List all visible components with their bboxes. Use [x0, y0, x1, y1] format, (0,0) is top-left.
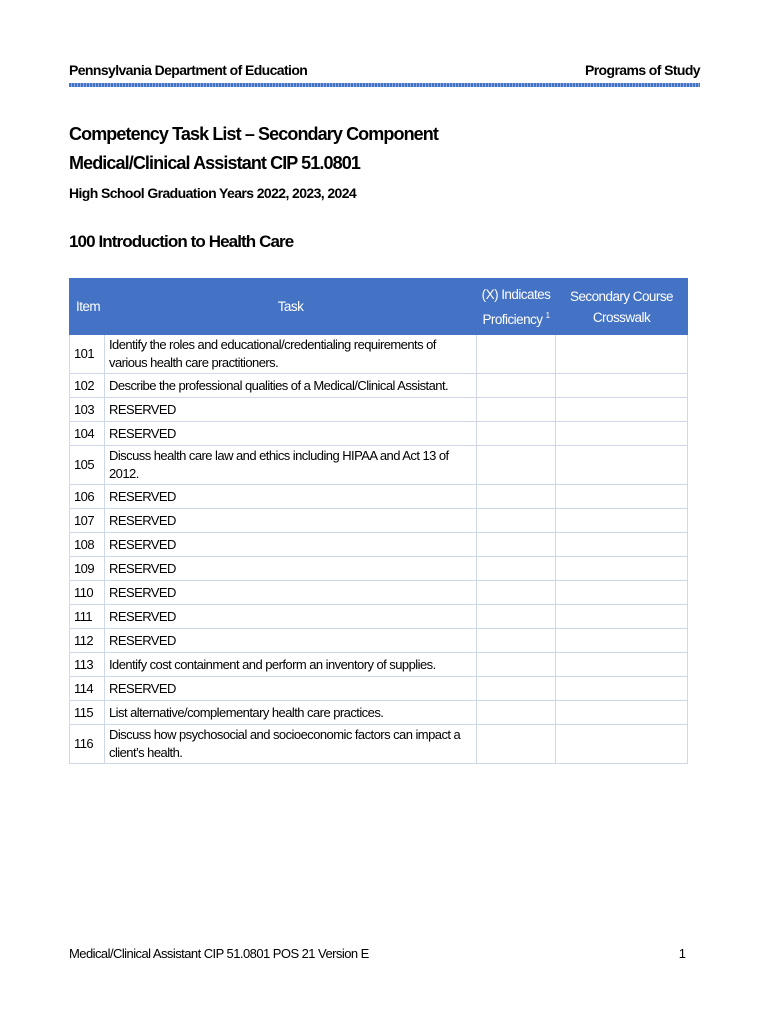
proficiency-cell: [477, 533, 556, 557]
table-row: [70, 533, 688, 557]
crosswalk-cell: [556, 335, 688, 374]
task-table-body: [70, 335, 688, 764]
table-row: [70, 677, 688, 701]
task-description: RESERVED: [105, 533, 477, 557]
proficiency-cell: [477, 629, 556, 653]
item-number: 108: [70, 533, 105, 557]
table-row: [70, 629, 688, 653]
crosswalk-cell: [556, 653, 688, 677]
item-number: 113: [70, 653, 105, 677]
footer-doc-id: Medical/Clinical Assistant CIP 51.0801 POS 21 Version E: [69, 946, 369, 961]
task-table: [69, 278, 688, 764]
task-description: Identify cost containment and perform an inventory of supplies.: [105, 653, 477, 677]
crosswalk-cell: [556, 677, 688, 701]
page-title: Competency Task List – Secondary Component: [69, 124, 438, 144]
table-row: [70, 446, 688, 485]
item-number: 115: [70, 701, 105, 725]
header-doc-type: Programs of Study: [584, 62, 700, 78]
header-task: Task: [105, 279, 477, 335]
header-proficiency: [477, 279, 556, 335]
crosswalk-cell: [556, 629, 688, 653]
proficiency-cell: [477, 446, 556, 485]
item-number: 109: [70, 557, 105, 581]
table-row: [70, 485, 688, 509]
table-row: [70, 422, 688, 446]
table-row: [70, 509, 688, 533]
table-row: [70, 581, 688, 605]
proficiency-cell: [477, 374, 556, 398]
item-number: 102: [70, 374, 105, 398]
proficiency-cell: [477, 581, 556, 605]
footnote-marker: 1: [545, 310, 550, 320]
task-description: RESERVED: [105, 398, 477, 422]
task-description: RESERVED: [105, 677, 477, 701]
crosswalk-cell: [556, 701, 688, 725]
task-description: RESERVED: [105, 629, 477, 653]
task-description: Describe the professional qualities of a Medical/Clinical Assistant.: [105, 374, 477, 398]
proficiency-cell: [477, 557, 556, 581]
proficiency-cell: [477, 485, 556, 509]
item-number: 111: [70, 605, 105, 629]
crosswalk-cell: [556, 398, 688, 422]
header-crosswalk: Secondary Course Crosswalk: [556, 279, 688, 335]
crosswalk-cell: [556, 533, 688, 557]
header-proficiency-label: (X) Indicates Proficiency: [481, 286, 551, 327]
task-description: Discuss how psychosocial and socioeconomic factors can impact a client’s health.: [105, 725, 477, 764]
footer-page-number: 1: [678, 946, 686, 961]
proficiency-cell: [477, 677, 556, 701]
program-title: Medical/Clinical Assistant CIP 51.0801: [69, 153, 360, 173]
task-description: RESERVED: [105, 581, 477, 605]
item-number: 107: [70, 509, 105, 533]
crosswalk-cell: [556, 446, 688, 485]
task-description: RESERVED: [105, 605, 477, 629]
header-rule: [69, 83, 700, 87]
task-description: RESERVED: [105, 509, 477, 533]
crosswalk-cell: [556, 557, 688, 581]
task-description: RESERVED: [105, 422, 477, 446]
header-org: Pennsylvania Department of Education: [69, 62, 308, 78]
task-description: List alternative/complementary health care practices.: [105, 701, 477, 725]
table-row: [70, 398, 688, 422]
proficiency-cell: [477, 422, 556, 446]
table-row: [70, 557, 688, 581]
item-number: 110: [70, 581, 105, 605]
crosswalk-cell: [556, 422, 688, 446]
table-row: [70, 653, 688, 677]
crosswalk-cell: [556, 509, 688, 533]
item-number: 105: [70, 446, 105, 485]
task-description: Discuss health care law and ethics including HIPAA and Act 13 of 2012.: [105, 446, 477, 485]
crosswalk-cell: [556, 725, 688, 764]
crosswalk-cell: [556, 605, 688, 629]
graduation-years: High School Graduation Years 2022, 2023, 2024: [69, 185, 357, 201]
crosswalk-cell: [556, 374, 688, 398]
proficiency-cell: [477, 605, 556, 629]
item-number: 104: [70, 422, 105, 446]
table-row: [70, 605, 688, 629]
item-number: 116: [70, 725, 105, 764]
task-description: RESERVED: [105, 557, 477, 581]
table-row: [70, 701, 688, 725]
crosswalk-cell: [556, 581, 688, 605]
table-row: [70, 374, 688, 398]
task-description: Identify the roles and educational/credentialing requirements of various health care practitioners.: [105, 335, 477, 374]
proficiency-cell: [477, 653, 556, 677]
table-row: [70, 335, 688, 374]
item-number: 106: [70, 485, 105, 509]
crosswalk-cell: [556, 485, 688, 509]
item-number: 112: [70, 629, 105, 653]
item-number: 114: [70, 677, 105, 701]
section-heading: 100 Introduction to Health Care: [69, 232, 294, 251]
proficiency-cell: [477, 398, 556, 422]
table-row: [70, 725, 688, 764]
proficiency-cell: [477, 701, 556, 725]
item-number: 101: [70, 335, 105, 374]
page-header: [69, 62, 700, 86]
proficiency-cell: [477, 335, 556, 374]
proficiency-cell: [477, 725, 556, 764]
header-item: Item: [70, 279, 105, 335]
table-header-row: [70, 279, 688, 335]
task-description: RESERVED: [105, 485, 477, 509]
item-number: 103: [70, 398, 105, 422]
proficiency-cell: [477, 509, 556, 533]
